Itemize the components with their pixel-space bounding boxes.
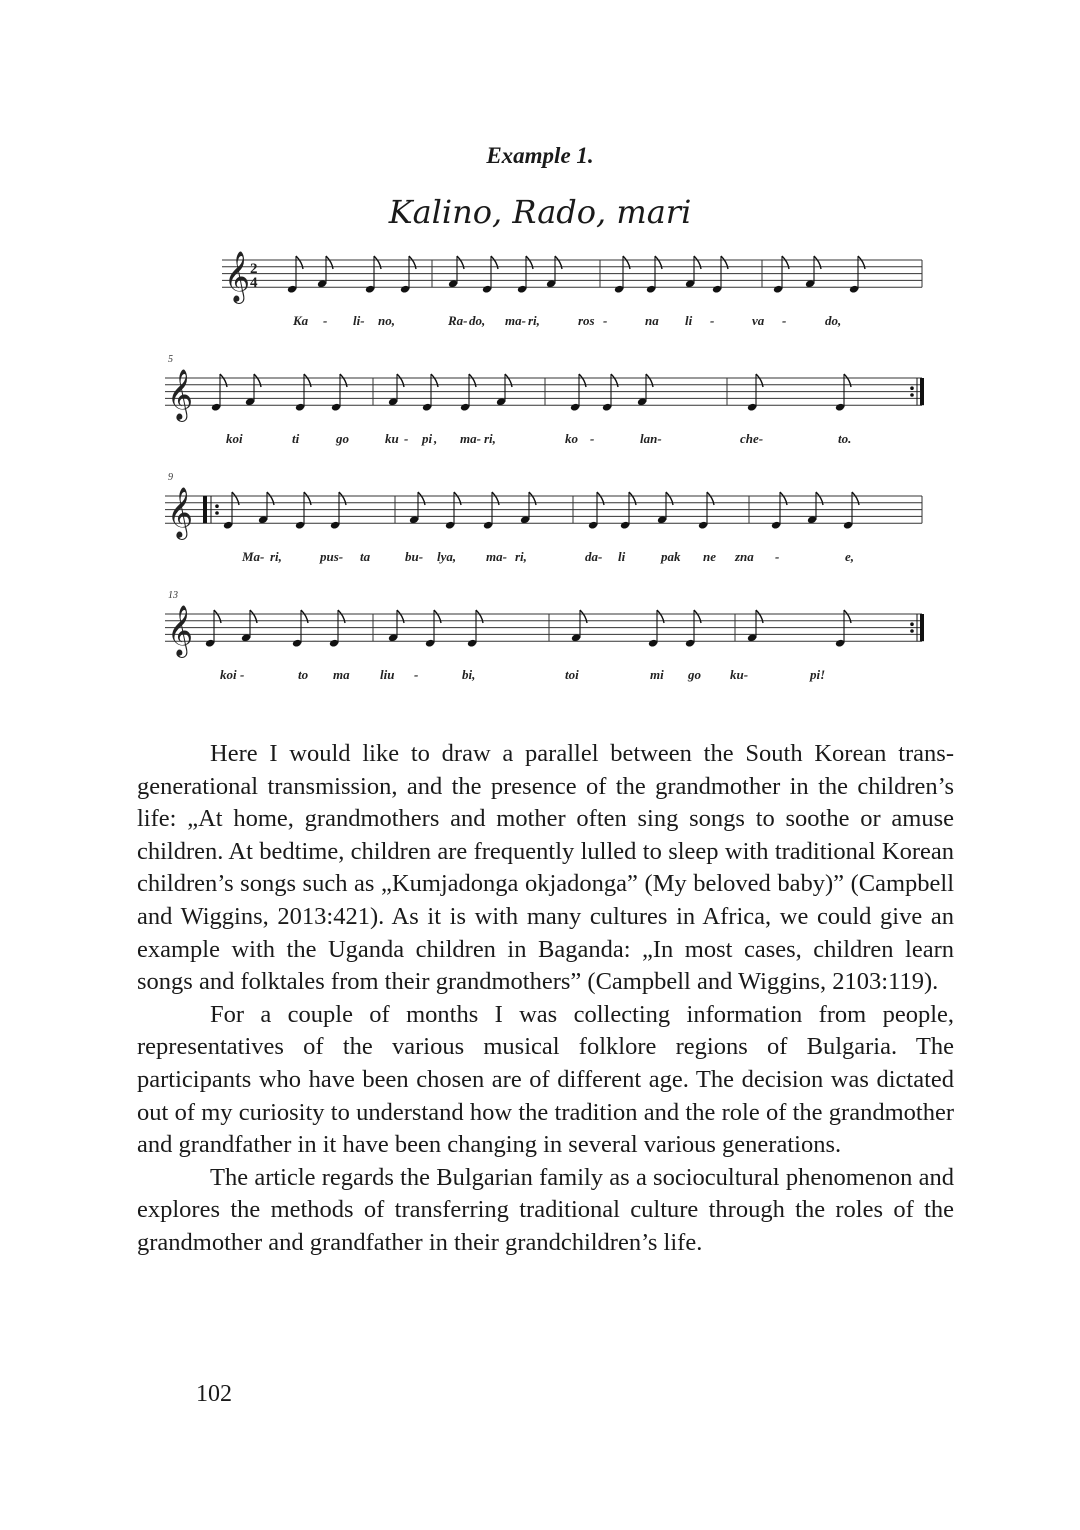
lyric-syllable: pak — [661, 549, 681, 565]
lyric-syllable: - — [710, 313, 715, 329]
lyric-syllable: ta — [360, 549, 371, 565]
lyric-syllable: to — [298, 667, 309, 683]
lyric-syllable: - — [590, 431, 595, 447]
body-text — [137, 738, 954, 1260]
lyric-syllable: - — [603, 313, 608, 329]
lyric-syllable: do, — [825, 313, 842, 329]
lyric-syllable: da- — [585, 549, 603, 565]
lyric-syllable: lan- — [640, 431, 662, 447]
lyric-syllable: - — [240, 667, 245, 683]
example-label: Example 1. — [486, 143, 594, 168]
lyric-syllable: liu — [380, 667, 395, 683]
lyric-syllable: bu- — [405, 549, 424, 565]
lyric-syllable: ti — [292, 431, 300, 447]
paragraph: The article regards the Bulgarian family as a sociocultural phenomenon and explores the methods of transferring traditional culture through the roles of the grandmother and grandfather in their grandchildren’s life. — [137, 1163, 954, 1256]
lyric-syllable: ros — [578, 313, 595, 329]
lyric-syllable: ri, — [484, 431, 496, 447]
repeat-dot — [215, 504, 219, 508]
lyric-syllable: - — [323, 313, 328, 329]
lyric-syllable: che- — [740, 431, 764, 447]
lyric-syllable: Ra- — [448, 313, 468, 329]
lyric-syllable: - — [782, 313, 787, 329]
repeat-dot — [910, 386, 914, 390]
treble-clef-icon: 𝄞 — [167, 369, 194, 420]
lyric-syllable: ma — [333, 667, 350, 683]
measure-number: 9 — [168, 472, 173, 483]
lyric-syllable: lya, — [437, 549, 457, 565]
music-score — [0, 240, 1080, 710]
lyric-syllable: ku — [385, 431, 399, 447]
lyric-syllable: - — [414, 667, 419, 683]
measure-number: 5 — [168, 354, 173, 365]
lyric-syllable: ma- — [460, 431, 481, 447]
treble-clef-icon: 𝄞 — [167, 605, 194, 656]
time-signature-bottom: 4 — [250, 275, 258, 291]
treble-clef-icon: 𝄞 — [224, 251, 251, 302]
lyric-syllable: go — [336, 431, 349, 447]
lyric-syllable: Ma- — [242, 549, 265, 565]
time-signature-top: 2 — [250, 261, 258, 277]
staff-system — [165, 472, 922, 564]
lyric-syllable: pi — [422, 431, 433, 447]
lyric-syllable: li — [618, 549, 626, 565]
lyric-syllable: bi, — [462, 667, 476, 683]
treble-clef-icon: 𝄞 — [167, 487, 194, 538]
lyric-syllable: ku- — [730, 667, 749, 683]
lyric-syllable: koi — [226, 431, 243, 447]
lyric-syllable: Ka — [293, 313, 309, 329]
lyric-syllable: ri, — [528, 313, 540, 329]
lyric-syllable: ri, — [270, 549, 282, 565]
repeat-dot — [910, 393, 914, 397]
lyric-syllable: pus- — [320, 549, 344, 565]
lyric-syllable: ko — [565, 431, 578, 447]
song-title: Kalino, Rado, mari — [388, 193, 692, 231]
lyric-syllable: do, — [469, 313, 486, 329]
lyric-syllable: to. — [838, 431, 852, 447]
lyric-syllable: ma- — [486, 549, 507, 565]
measure-number: 13 — [168, 590, 178, 601]
repeat-dot — [215, 511, 219, 515]
lyric-syllable: mi — [650, 667, 664, 683]
repeat-dot — [910, 622, 914, 626]
lyric-syllable: no, — [378, 313, 395, 329]
lyric-syllable: - — [404, 431, 409, 447]
lyric-syllable: ma- — [505, 313, 526, 329]
lyric-syllable: go — [688, 667, 701, 683]
repeat-dot — [910, 629, 914, 633]
lyric-syllable: zna — [735, 549, 754, 565]
lyric-syllable: ri, — [515, 549, 527, 565]
lyric-syllable: - — [775, 549, 780, 565]
lyric-syllable: koi — [220, 667, 237, 683]
staff-system — [165, 354, 922, 446]
paragraph: For a couple of months I was collecting information from people, representatives of the various musical folklore regions of Bulgaria. The participants who have been chosen are of different age. The decision was dictated out of my curiosity to understand how the tradition and the role of the grandmother and grandfather in it have been changing in several various generations. — [137, 1000, 954, 1159]
staff-system — [222, 251, 922, 328]
page-number: 102 — [196, 1381, 232, 1407]
lyric-syllable: ne — [703, 549, 716, 565]
paragraph: Here I would like to draw a parallel between the South Korean trans-generational transmission, and the presence of the grandmother in the children’s life: „At home, grandmothers and mother often sing songs to soothe or amuse children. At bedtime, children are frequently lulled to sleep with traditional Korean children’s songs such as „Kumjadonga okjadonga” (My beloved baby)” (Campbell and Wiggins, 2013:421). As it is with many cultures in Africa, we could give an example with the Uganda children in Baganda: „In most cases, children learn songs and folktales from their grandmothers” (Campbell and Wiggins, 2103:119). — [137, 740, 954, 996]
lyric-syllable: li- — [353, 313, 365, 329]
staff-system — [165, 590, 922, 682]
lyric-syllable: va — [752, 313, 765, 329]
lyric-syllable: na — [645, 313, 659, 329]
lyric-syllable: e, — [845, 549, 855, 565]
lyric-syllable: pi! — [810, 667, 826, 683]
lyric-syllable: , — [434, 431, 438, 447]
lyric-syllable: li — [685, 313, 693, 329]
lyric-syllable: toi — [565, 667, 579, 683]
